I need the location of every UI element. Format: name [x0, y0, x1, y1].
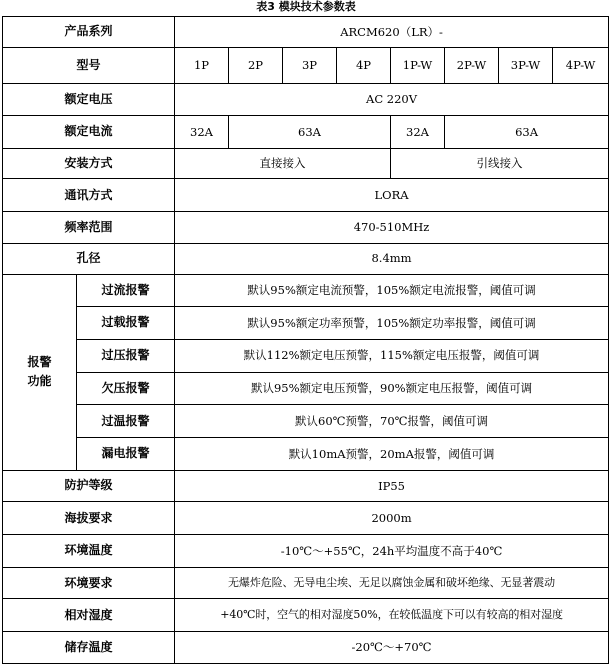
- alarm-name: 过流报警: [77, 274, 175, 307]
- alarm-group-label-line2: 功能: [27, 374, 52, 389]
- row-alarm: [3, 372, 609, 405]
- row-alarm: [3, 405, 609, 438]
- alarm-group-label: [3, 274, 77, 470]
- row-hole: [3, 243, 609, 274]
- alarm-desc: 默认10mA预警，20mA报警，阈值可调: [175, 438, 609, 471]
- altitude-value: 2000m: [175, 502, 609, 535]
- model-cell: 1P-W: [391, 47, 445, 84]
- row-voltage: [3, 84, 609, 116]
- protection-value: IP55: [175, 470, 609, 502]
- row-alarm: [3, 274, 609, 307]
- model-cell: 4P-W: [553, 47, 609, 84]
- series-label: 产品系列: [3, 17, 175, 48]
- series-value: ARCM620（LR）-: [175, 17, 609, 48]
- comm-label: 通讯方式: [3, 179, 175, 212]
- row-alarm: [3, 307, 609, 340]
- row-storage: [3, 632, 609, 664]
- row-current: [3, 116, 609, 149]
- comm-value: LORA: [175, 179, 609, 212]
- storage-label: 储存温度: [3, 632, 175, 664]
- model-cell: 4P: [337, 47, 391, 84]
- table-caption: 表3 模块技术参数表: [256, 0, 356, 13]
- model-cell: 3P: [283, 47, 337, 84]
- alarm-desc: 默认95%额定功率预警，105%额定功率报警，阈值可调: [175, 307, 609, 340]
- current-cell: 32A: [175, 116, 229, 149]
- current-cell: 32A: [391, 116, 445, 149]
- alarm-group-label-line1: 报警: [27, 355, 52, 370]
- install-cell: 直接接入: [175, 148, 391, 179]
- row-alarm: [3, 438, 609, 471]
- storage-value: -20℃～+70℃: [175, 632, 609, 664]
- alarm-name: 过载报警: [77, 307, 175, 340]
- spec-table: [2, 16, 609, 664]
- install-cell: 引线接入: [391, 148, 609, 179]
- humidity-value: +40℃时，空气的相对湿度50%，在较低温度下可以有较高的相对湿度: [175, 599, 609, 632]
- freq-value: 470-510MHz: [175, 212, 609, 244]
- alarm-name: 过温报警: [77, 405, 175, 438]
- alarm-desc: 默认95%额定电流预警，105%额定电流报警，阈值可调: [175, 274, 609, 307]
- altitude-label: 海拔要求: [3, 502, 175, 535]
- voltage-label: 额定电压: [3, 84, 175, 116]
- model-cell: 1P: [175, 47, 229, 84]
- env-req-value: 无爆炸危险、无导电尘埃、无足以腐蚀金属和破坏绝缘、无显著震动: [175, 567, 609, 599]
- env-temp-label: 环境温度: [3, 535, 175, 568]
- env-temp-value: -10℃～+55℃，24h平均温度不高于40℃: [175, 535, 609, 568]
- current-cell: 63A: [229, 116, 391, 149]
- alarm-desc: 默认60℃预警，70℃报警，阈值可调: [175, 405, 609, 438]
- humidity-label: 相对湿度: [3, 599, 175, 632]
- row-humidity: [3, 599, 609, 632]
- row-install: [3, 148, 609, 179]
- install-label: 安装方式: [3, 148, 175, 179]
- hole-value: 8.4mm: [175, 243, 609, 274]
- alarm-name: 漏电报警: [77, 438, 175, 471]
- row-altitude: [3, 502, 609, 535]
- model-label: 型号: [3, 47, 175, 84]
- row-env-req: [3, 567, 609, 599]
- freq-label: 频率范围: [3, 212, 175, 244]
- alarm-desc: 默认112%额定电压预警，115%额定电压报警，阈值可调: [175, 339, 609, 372]
- voltage-value: AC 220V: [175, 84, 609, 116]
- alarm-name: 欠压报警: [77, 372, 175, 405]
- alarm-name: 过压报警: [77, 339, 175, 372]
- current-label: 额定电流: [3, 116, 175, 149]
- env-req-label: 环境要求: [3, 567, 175, 599]
- row-protection: [3, 470, 609, 502]
- row-alarm: [3, 339, 609, 372]
- alarm-desc: 默认95%额定电压预警，90%额定电压报警，阈值可调: [175, 372, 609, 405]
- row-freq: [3, 212, 609, 244]
- hole-label: 孔径: [3, 243, 175, 274]
- row-model: [3, 47, 609, 84]
- model-cell: 2P-W: [445, 47, 499, 84]
- row-comm: [3, 179, 609, 212]
- model-cell: 3P-W: [499, 47, 553, 84]
- row-series: [3, 17, 609, 48]
- row-env-temp: [3, 535, 609, 568]
- current-cell: 63A: [445, 116, 609, 149]
- protection-label: 防护等级: [3, 470, 175, 502]
- model-cell: 2P: [229, 47, 283, 84]
